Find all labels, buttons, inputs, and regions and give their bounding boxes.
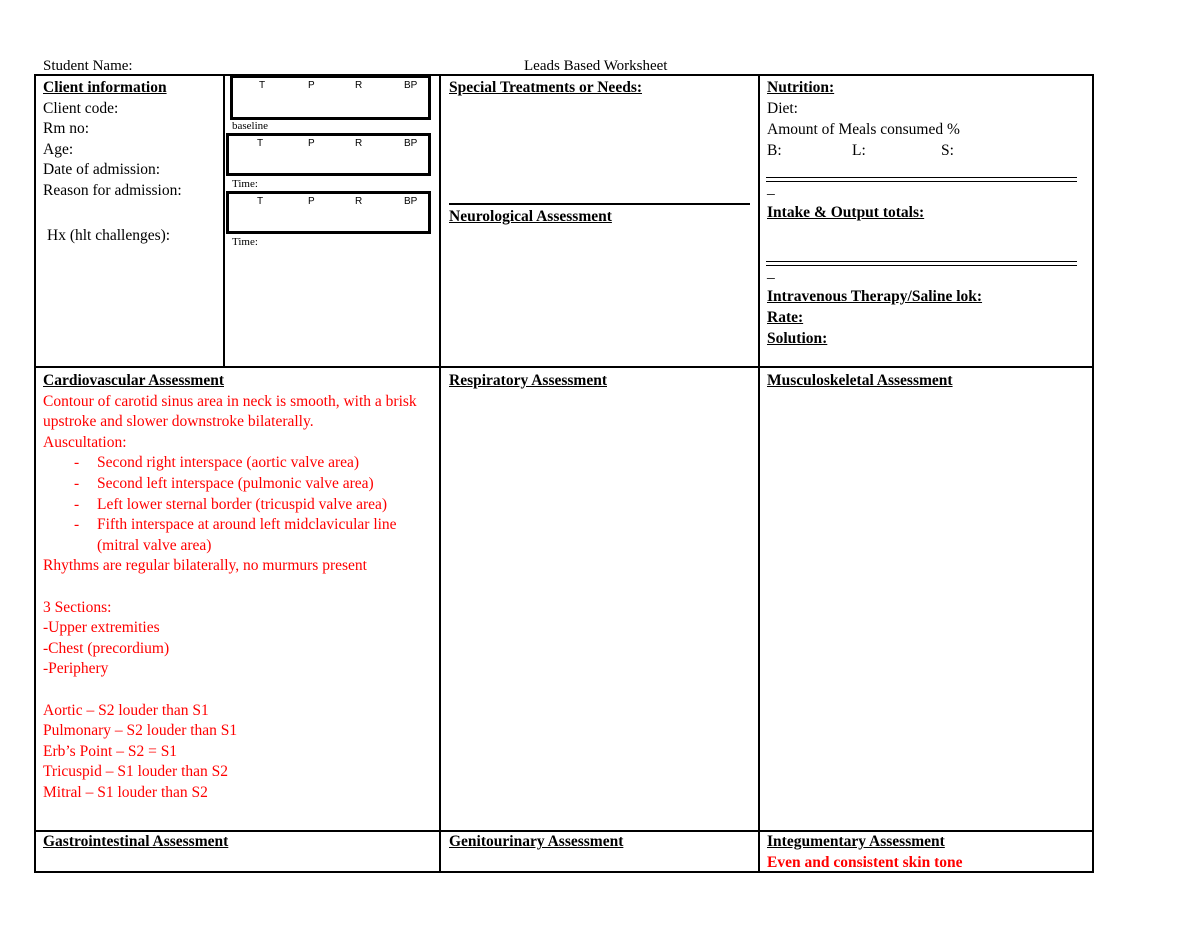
room-number-field: Rm no: [43, 120, 90, 138]
vitals-caption-baseline: baseline [232, 120, 269, 132]
integumentary-heading: Integumentary Assessment [767, 833, 945, 850]
meals-consumed-field: Amount of Meals consumed % [767, 121, 960, 138]
divider-rule [766, 177, 1077, 182]
vital-label-p: P [308, 196, 315, 207]
vital-label-t: T [259, 80, 266, 91]
admission-reason-field: Reason for admission: [43, 181, 182, 199]
gastrointestinal-heading: Gastrointestinal Assessment [43, 833, 229, 850]
neurological-heading: Neurological Assessment [449, 208, 612, 225]
section-item: -Upper extremities [43, 619, 160, 637]
auscultation-item: - Second left interspace (pulmonic valve area) [74, 474, 374, 492]
student-name-label: Student Name: [43, 58, 133, 74]
vital-label-r: R [355, 138, 363, 149]
rate-field: Rate: [767, 309, 804, 326]
admission-date-field: Date of admission: [43, 161, 161, 179]
carotid-note: Contour of carotid sinus area in neck is smooth, with a brisk upstroke and slower downstroke bilaterally. [43, 392, 417, 431]
vital-label-bp: BP [404, 138, 418, 149]
vital-label-t: T [257, 138, 264, 149]
underscore-mark: _ [767, 264, 775, 281]
vital-label-p: P [308, 80, 315, 91]
musculoskeletal-heading: Musculoskeletal Assessment [767, 372, 953, 389]
vital-label-r: R [355, 80, 363, 91]
lunch-field: L: [852, 142, 866, 159]
supper-field: S: [941, 142, 954, 159]
auscultation-item: - Fifth interspace at around left midclavicular line (mitral valve area) [74, 516, 397, 554]
vitals-box-baseline [230, 75, 431, 120]
vital-label-bp: BP [404, 80, 418, 91]
section-item: -Chest (precordium) [43, 639, 170, 657]
respiratory-heading: Respiratory Assessment [449, 372, 607, 389]
integumentary-block [767, 832, 963, 873]
cardiovascular-section [43, 371, 435, 803]
vitals-box-time-2 [226, 191, 431, 234]
diet-field: Diet: [767, 100, 798, 117]
vital-label-t: T [257, 196, 264, 207]
age-field: Age: [43, 140, 74, 158]
intake-output-heading: Intake & Output totals: [767, 204, 925, 221]
iv-therapy-heading: Intravenous Therapy/Saline lok: [767, 288, 983, 305]
rhythm-note: Rhythms are regular bilaterally, no murmurs present [43, 557, 367, 575]
auscultation-label: Auscultation: [43, 433, 127, 451]
nutrition-heading: Nutrition: [767, 79, 835, 96]
heart-sound-item: Pulmonary – S2 louder than S1 [43, 722, 238, 740]
sections-label: 3 Sections: [43, 598, 112, 616]
underscore-mark: _ [767, 180, 775, 197]
vitals-box-time-1 [226, 133, 431, 176]
section-item: -Periphery [43, 660, 109, 678]
heart-sound-item: Mitral – S1 louder than S2 [43, 783, 208, 801]
solution-field: Solution: [767, 330, 828, 347]
heart-sound-item: Tricuspid – S1 louder than S2 [43, 763, 229, 781]
divider-rule [766, 261, 1077, 266]
history-field: Hx (hlt challenges): [47, 227, 171, 244]
vitals-caption-time-2: Time: [232, 236, 258, 248]
client-info-section [43, 78, 182, 202]
vital-label-bp: BP [404, 196, 418, 207]
genitourinary-heading: Genitourinary Assessment [449, 833, 624, 850]
auscultation-item: - Left lower sternal border (tricuspid valve area) [74, 495, 388, 513]
cardiovascular-heading: Cardiovascular Assessment [43, 372, 224, 389]
breakfast-field: B: [767, 142, 782, 159]
heart-sound-item: Aortic – S2 louder than S1 [43, 701, 209, 719]
vital-label-r: R [355, 196, 363, 207]
skin-tone-note: Even and consistent skin tone [767, 853, 963, 871]
client-code-field: Client code: [43, 99, 119, 117]
worksheet-title: Leads Based Worksheet [524, 58, 668, 74]
auscultation-item: - Second right interspace (aortic valve area) [74, 454, 360, 472]
vitals-caption-time-1: Time: [232, 178, 258, 190]
heart-sound-item: Erb’s Point – S2 = S1 [43, 742, 178, 760]
special-treatments-heading: Special Treatments or Needs: [449, 79, 643, 96]
vital-label-p: P [308, 138, 315, 149]
client-info-heading: Client information [43, 79, 167, 96]
